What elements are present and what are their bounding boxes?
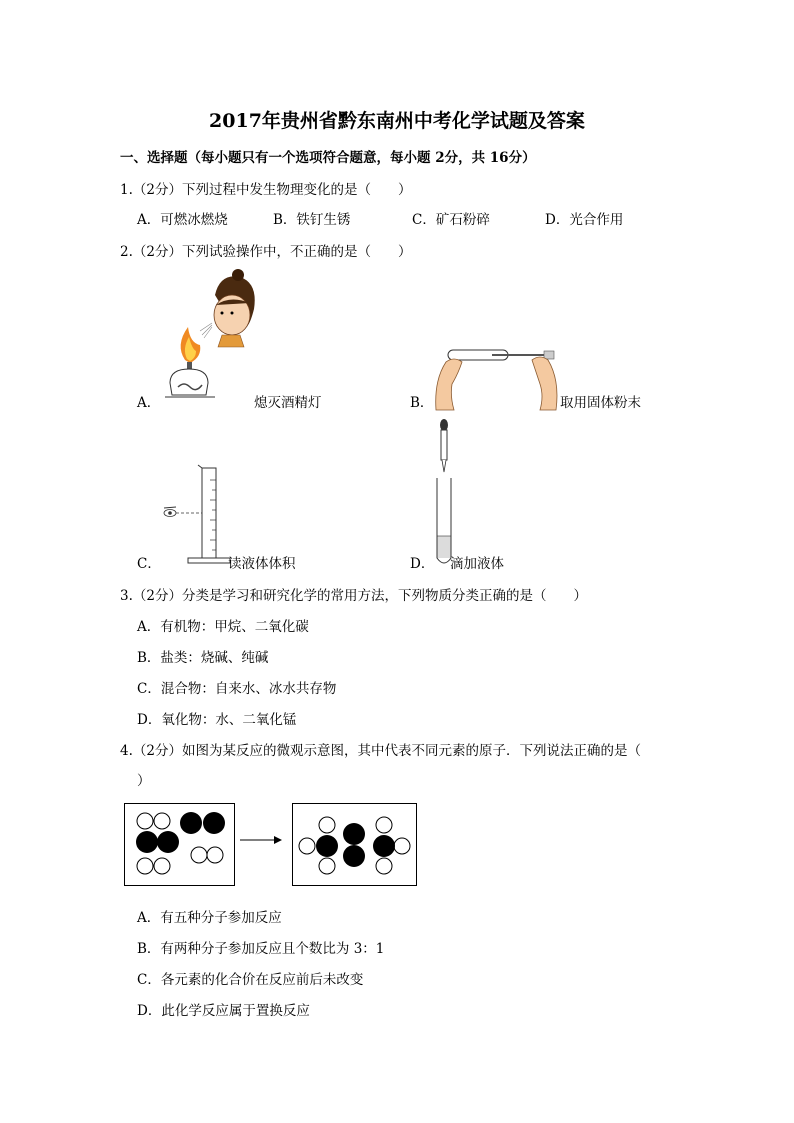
q4-option-d: D．此化学反应属于置换反应 xyxy=(137,1003,310,1019)
q1-option-a: A．可燃冰燃烧 xyxy=(137,212,228,228)
question-4-stem-continued: ） xyxy=(137,773,151,789)
dropper-figure xyxy=(430,418,460,568)
q3-option-a: A．有机物：甲烷、二氧化碳 xyxy=(137,619,309,635)
alcohol-lamp-figure xyxy=(160,265,260,405)
q4-option-c: C．各元素的化合价在反应前后未改变 xyxy=(137,972,364,988)
reaction-micro-diagram xyxy=(124,803,419,887)
question-1-stem: 1.（2分）下列过程中发生物理变化的是（ ） xyxy=(120,182,412,198)
q2-option-d-caption: 滴加液体 xyxy=(450,556,504,572)
q2-option-b-caption: 取用固体粉末 xyxy=(560,395,641,411)
q1-option-d: D．光合作用 xyxy=(545,212,624,228)
q2-option-b-letter: B． xyxy=(410,395,434,411)
question-3-stem: 3.（2分）分类是学习和研究化学的常用方法，下列物质分类正确的是（ ） xyxy=(120,588,587,604)
question-4-stem: 4.（2分）如图为某反应的微观示意图，其中代表不同元素的原子．下列说法正确的是（ xyxy=(120,743,641,759)
q2-option-a-letter: A． xyxy=(137,395,161,411)
q1-option-b: B．铁钉生锈 xyxy=(273,212,351,228)
q3-option-c: C．混合物：自来水、冰水共存物 xyxy=(137,681,337,697)
q3-option-d: D．氧化物：水、二氧化锰 xyxy=(137,712,297,728)
powder-sampling-figure xyxy=(432,340,562,410)
q4-option-a: A．有五种分子参加反应 xyxy=(137,910,282,926)
q2-option-d-letter: D． xyxy=(410,556,435,572)
q4-option-b: B．有两种分子参加反应且个数比为 3：1 xyxy=(137,941,385,957)
q2-option-a-caption: 熄灭酒精灯 xyxy=(254,395,322,411)
q3-option-b: B．盐类：烧碱、纯碱 xyxy=(137,650,269,666)
q1-option-c: C．矿石粉碎 xyxy=(412,212,490,228)
question-2-stem: 2.（2分）下列试验操作中，不正确的是（ ） xyxy=(120,244,412,260)
page-title: 2017年贵州省黔东南州中考化学试题及答案 xyxy=(209,110,585,132)
section-heading: 一、选择题（每小题只有一个选项符合题意，每小题 2分，共 16分） xyxy=(120,150,536,166)
q2-option-c-letter: C． xyxy=(137,556,161,572)
q2-option-c-caption: 读液体体积 xyxy=(228,556,296,572)
